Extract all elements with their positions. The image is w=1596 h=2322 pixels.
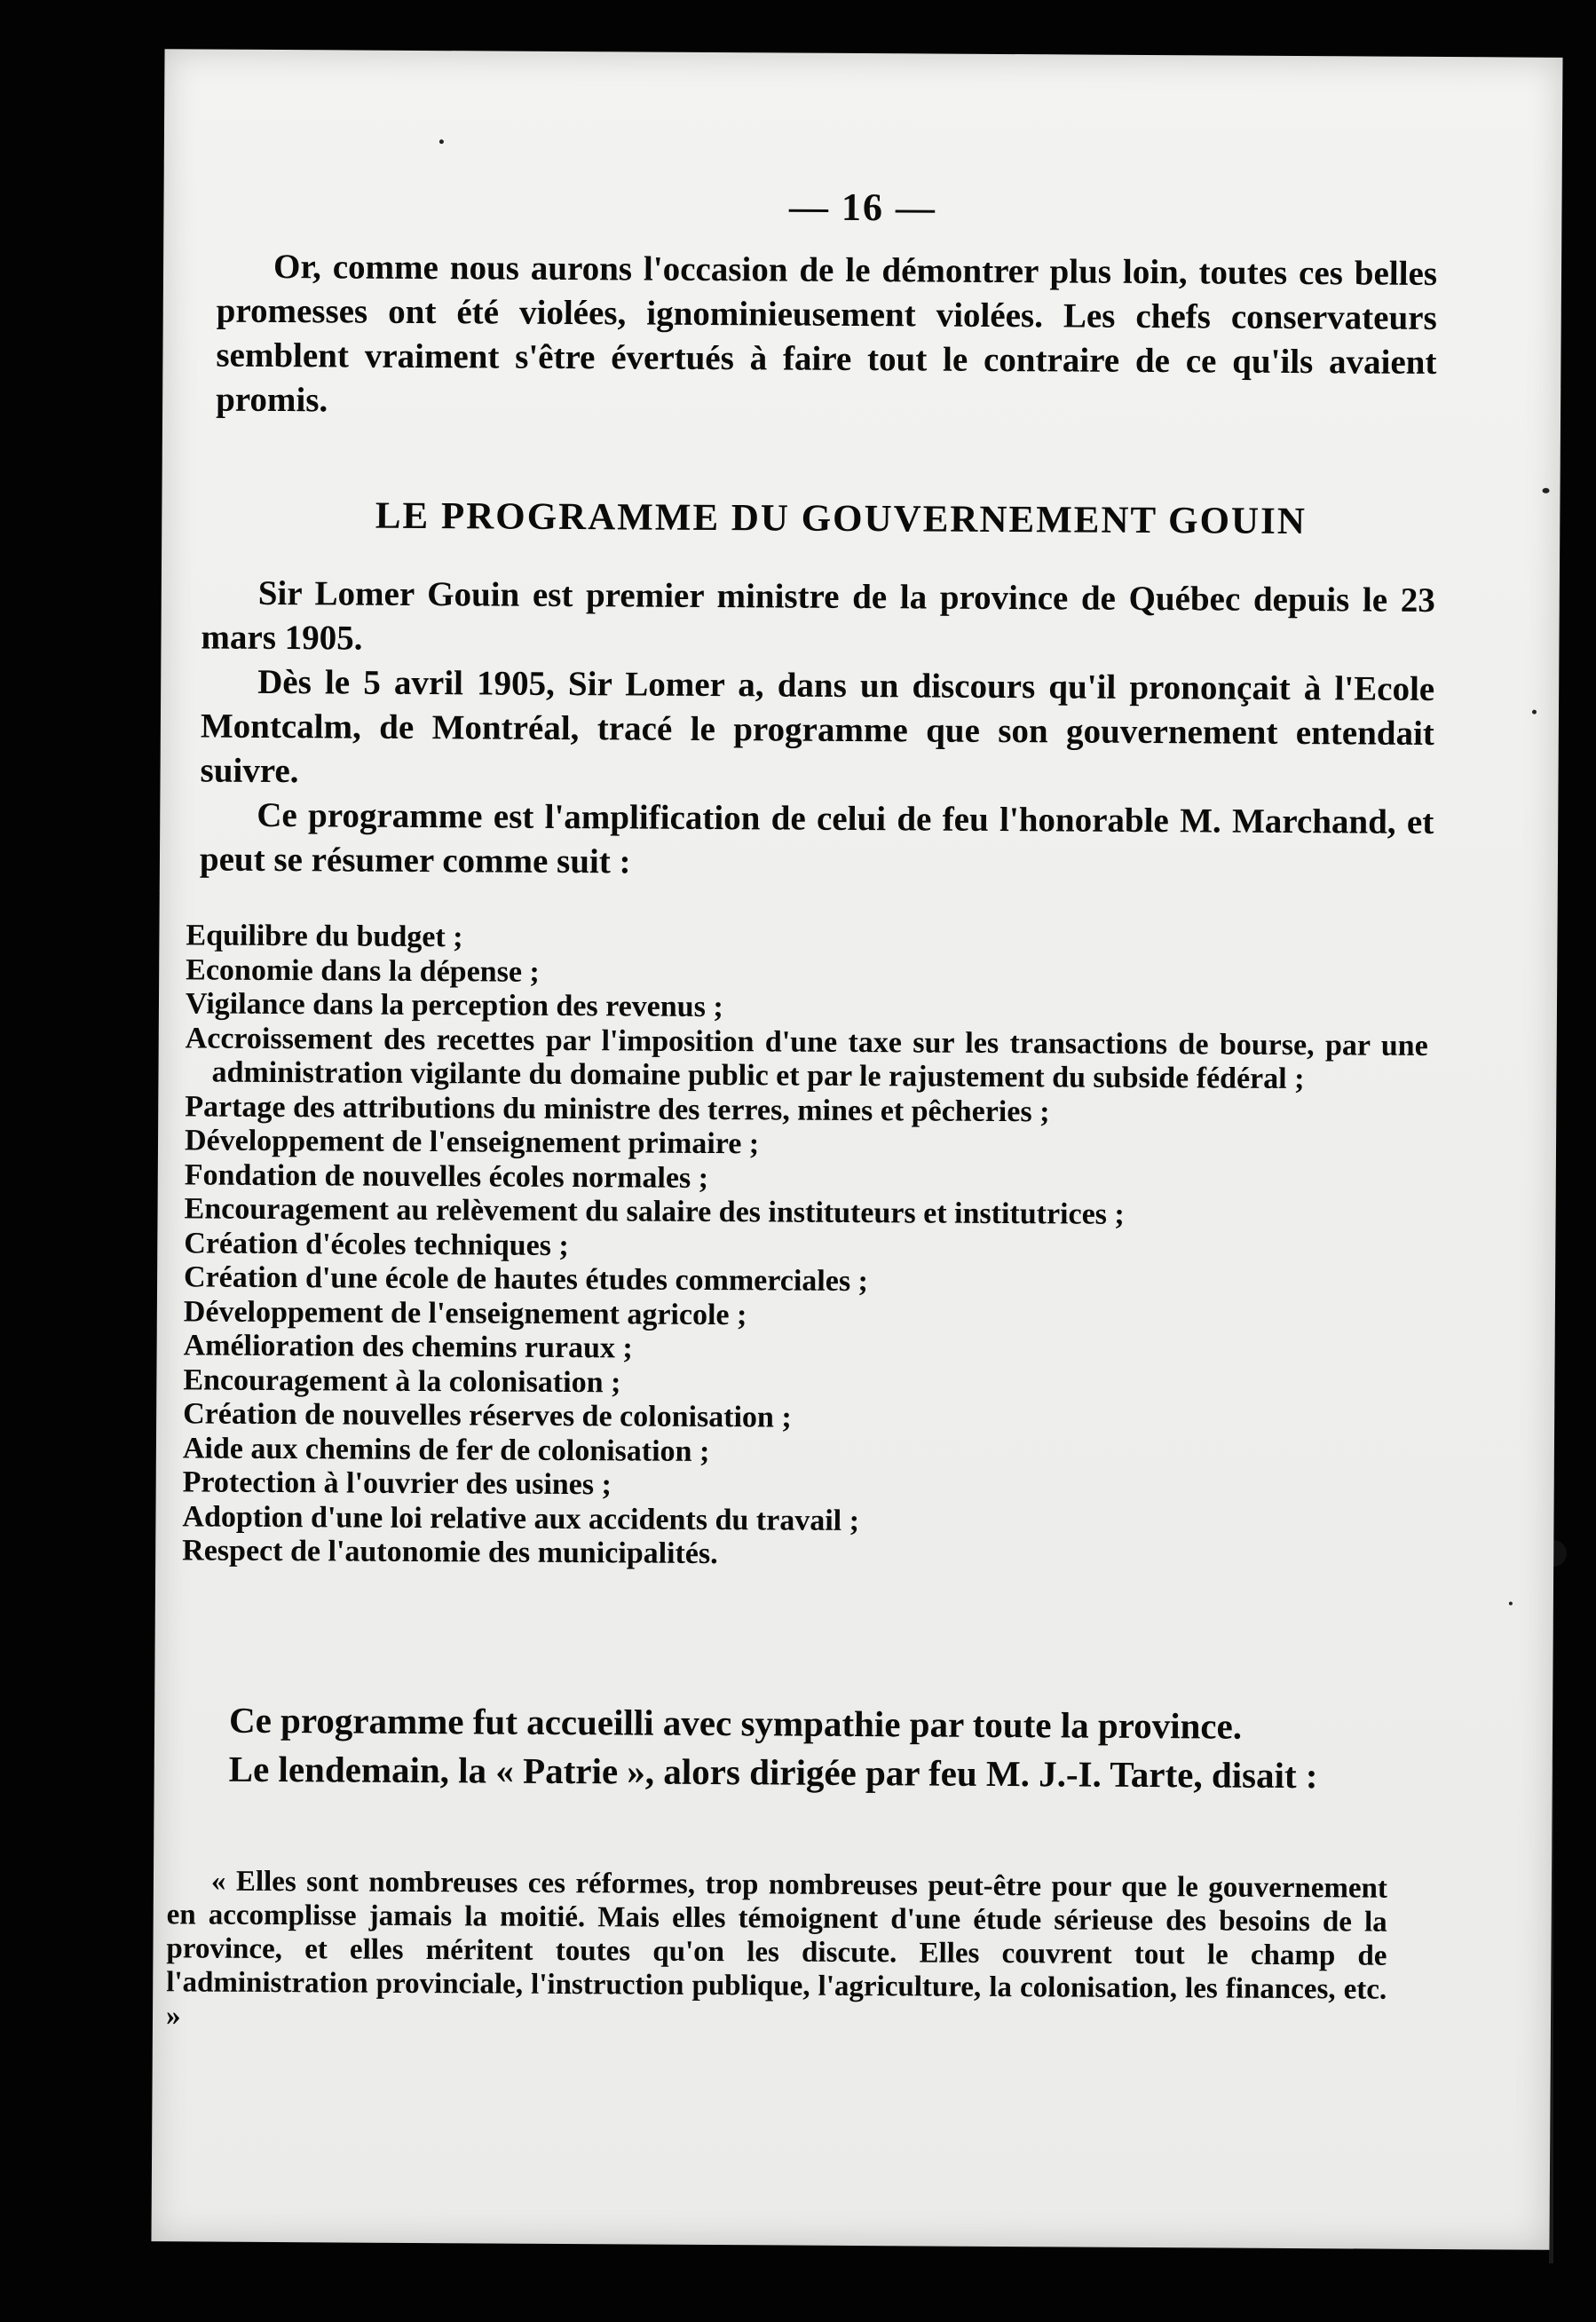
scan-speck (1532, 710, 1537, 715)
paragraph-programme-intro: Ce programme est l'amplification de celui de feu l'honorable M. Marchand, et peut se résumer comme suit : (199, 795, 1434, 881)
list-item: Développement de l'enseignement primaire ; (184, 1124, 760, 1161)
list-item: Equilibre du budget ; (186, 919, 463, 954)
list-item: Création d'une école de hautes études commerciales ; (183, 1260, 869, 1299)
paragraph-lendemain: Le lendemain, la « Patrie », alors dirigée par feu M. J.-I. Tarte, disait : (228, 1748, 1318, 1797)
list-item: Aide aux chemins de fer de colonisation ; (182, 1431, 710, 1468)
section-heading: LE PROGRAMME DU GOUVERNEMENT GOUIN (375, 494, 1308, 543)
paragraph-discours: Dès le 5 avril 1905, Sir Lomer a, dans un discours qu'il prononçait à l'Ecole Montcalm, de Montréal, tracé le programme que son gouvernement entendait suivre. (200, 662, 1435, 791)
scan-speck (1509, 1601, 1513, 1605)
block-quote: « Elles sont nombreuses ces réformes, trop nombreuses peut-être pour que le gouvernement en accomplisse jamais la moitié. Mais elles témoignent d'une étude sérieuse des besoins de la province, et elles méritent toutes qu'on les discute. Elles couvrent tout le champ de l'administration provinciale, l'instruction publique, l'agriculture, la colonisation, les finances, etc. » (165, 1865, 1388, 2033)
list-item: Encouragement au relèvement du salaire des instituteurs et institutrices ; (184, 1192, 1125, 1231)
list-item: Protection à l'ouvrier des usines ; (182, 1465, 612, 1502)
paragraph-accueil: Ce programme fut accueilli avec sympathie par toute la province. (228, 1699, 1243, 1747)
list-item: Economie dans la dépense ; (186, 952, 540, 989)
list-item: Développement de l'enseignement agricole ; (183, 1294, 747, 1331)
list-item: Accroissement des recettes par l'imposition d'une taxe sur les transactions de bourse, par une administration vigilante du domaine public et par le rajustement du subside fédéral ; (185, 1021, 1428, 1096)
list-item: Partage des attributions du ministre des terres, mines et pêcheries ; (185, 1089, 1050, 1128)
list-item: Amélioration des chemins ruraux ; (183, 1329, 633, 1365)
program-list (182, 919, 1428, 1576)
list-item: Adoption d'une loi relative aux accidents du travail ; (182, 1499, 860, 1537)
scan-speck (1543, 488, 1550, 494)
scan-speck (439, 139, 444, 144)
list-item: Création d'écoles techniques ; (184, 1226, 569, 1262)
paragraph-premier-ministre: Sir Lomer Gouin est premier ministre de la province de Québec depuis le 23 mars 1905. (201, 573, 1435, 658)
list-item: Respect de l'autonomie des municipalités. (182, 1534, 718, 1571)
list-item: Vigilance dans la perception des revenus ; (185, 987, 723, 1024)
intro-paragraph: Or, comme nous aurons l'occasion de le démontrer plus loin, toutes ces belles promesses ont été violées, ignominieusement violées. Les chefs conservateurs semblent vraiment s'être évertués à faire tout le contraire de ce qu'ils avaient promis. (216, 247, 1438, 420)
list-item: Fondation de nouvelles écoles normales ; (184, 1157, 709, 1195)
list-item: Encouragement à la colonisation ; (183, 1362, 621, 1399)
document-page (151, 49, 1562, 2250)
page-number: — 16 — (788, 185, 937, 230)
list-item: Création de nouvelles réserves de colonisation ; (183, 1397, 792, 1434)
